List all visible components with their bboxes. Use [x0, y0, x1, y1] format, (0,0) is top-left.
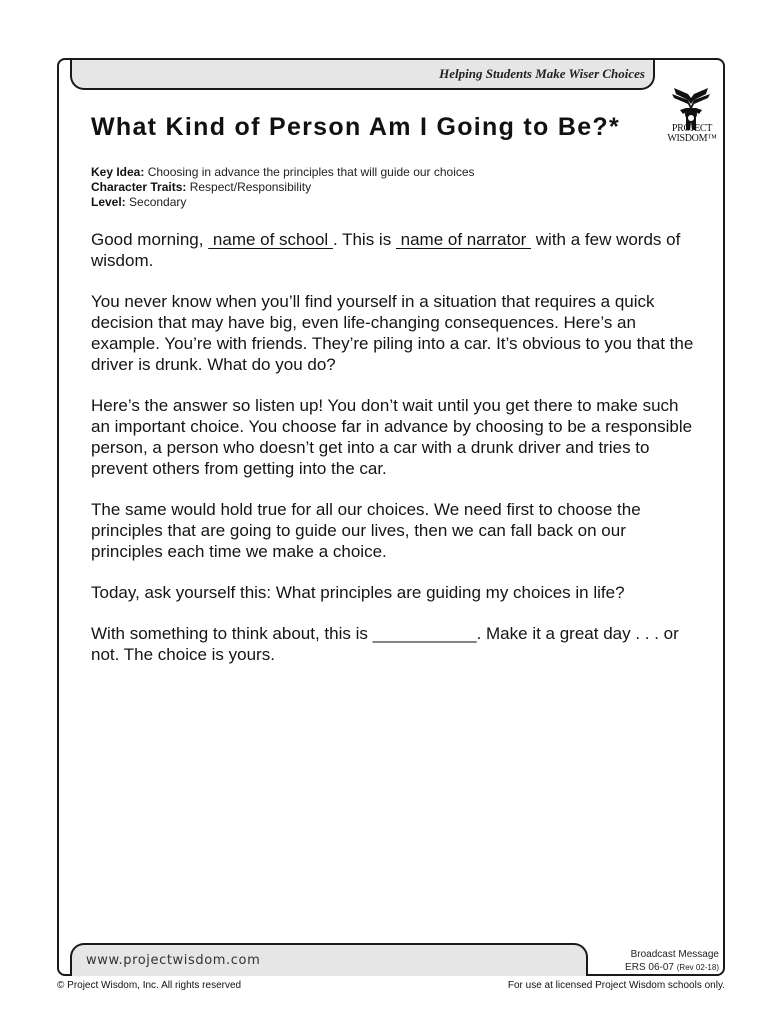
logo-wordmark — [664, 124, 720, 144]
document-code: ERS 06-07 — [625, 962, 674, 973]
logo-line-wisdom: WISDOM™ — [667, 133, 717, 144]
narrator-name-blank: name of narrator — [395, 230, 532, 249]
key-idea-value: Choosing in advance the principles that will guide our choices — [144, 165, 475, 179]
tagline: Helping Students Make Wiser Choices — [439, 66, 645, 81]
greeting-text-3: with a few words of wisdom. — [91, 230, 681, 270]
paragraph-2: You never know when you’ll find yourself in a situation that requires a quick decision that may have big, even life-changing consequences. Here’s an example. You’re with friends. They’re piling into a car. It’s obvious to you that the driver is drunk. What do you do? — [91, 292, 694, 374]
paragraph-greeting — [91, 229, 701, 271]
revision-label: (Rev 02-18) — [676, 963, 719, 972]
website-url: www.projectwisdom.com — [86, 953, 261, 968]
broadcast-label: Broadcast Message — [630, 949, 719, 960]
traits-label: Character Traits: — [91, 180, 187, 194]
greeting-text: Good morning, — [91, 230, 209, 249]
logo-line-project: PROJECT — [671, 123, 713, 134]
copyright: © Project Wisdom, Inc. All rights reserved — [57, 980, 242, 991]
page-title: What Kind of Person Am I Going to Be?* — [91, 113, 621, 141]
level-row — [91, 195, 475, 210]
traits-row — [91, 180, 475, 195]
paragraph-4: The same would hold true for all our choices. We need first to choose the principles that are going to guide our lives, then we can fall back on our principles each time we make a choice. — [91, 500, 641, 561]
paragraph-5: Today, ask yourself this: What principles are guiding my choices in life? — [91, 583, 625, 602]
key-idea-label: Key Idea: — [91, 165, 145, 179]
message-body — [91, 229, 701, 685]
greeting-text-2: . This is — [332, 230, 396, 249]
traits-value: Respect/Responsibility — [186, 180, 312, 194]
key-idea-row — [91, 165, 475, 180]
level-value: Secondary — [125, 195, 187, 209]
paragraph-3: Here’s the answer so listen up! You don’t wait until you get there to make such an important choice. You choose far in advance by choosing to be a responsible person, a person who doesn’t get into a car with a drunk driver and tries to prevent others from getting into the car. — [91, 396, 693, 478]
level-label: Level: — [91, 195, 126, 209]
license-note: For use at licensed Project Wisdom schools only. — [507, 980, 725, 991]
lesson-meta — [91, 165, 475, 210]
broadcast-info — [625, 948, 719, 974]
school-name-blank: name of school — [208, 230, 333, 249]
paragraph-6: With something to think about, this is ___________. Make it a great day . . . or not. The choice is yours. — [91, 624, 679, 664]
document-code-row — [625, 961, 719, 974]
